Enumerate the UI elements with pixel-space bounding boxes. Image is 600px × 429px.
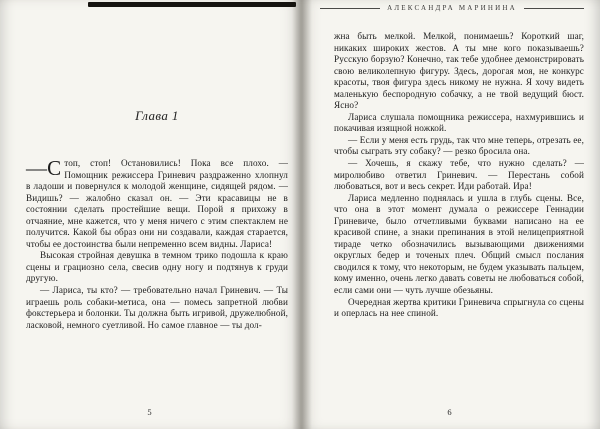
right-page xyxy=(300,0,600,429)
left-page-text xyxy=(26,158,288,331)
paragraph: — Если у меня есть грудь, так что мне теперь, отрезать ее, чтобы сыграть эту собаку? — резко бросила она. xyxy=(334,134,584,157)
paragraph: жна быть мелкой. Мелкой, понимаешь? Короткий шаг, никаких широких жестов. А ты мне кого показываешь? Русскую борзую? Конечно, так тебе удобнее демонстрировать свою великолепную фигуру. Здесь, дорогая моя, не конкурс красоты, твоя фигура здесь никому не нужна. Я хочу видеть маленькую беспородную собачку, а не твой ведущий бюст. Ясно? xyxy=(334,31,584,111)
paragraph: Лариса медленно поднялась и ушла в глубь сцены. Все, что она в этот момент думала о режиссере Геннадии Гриневиче, было отчетливыми буквами написано на ее красивой спине, а знаки препинания в этой нелицеприятной тираде четко обозначились вызывающими движениями округлых бедер и точеных плеч. Общий смысл послания сводился к тому, что некоторым, не будем указывать пальцем, кому именно, очень легко давать советы не любоваться собой, если сами они — чуть лучше обезьяны. xyxy=(334,192,584,296)
paragraph: Высокая стройная девушка в темном трико подошла к краю сцены и грациозно села, свесив одну ногу и подтянув к груди другую. xyxy=(26,250,288,284)
header-rule-left xyxy=(320,8,380,9)
header-rule-right xyxy=(524,8,584,9)
running-header-text: АЛЕКСАНДРА МАРИНИНА xyxy=(387,4,517,12)
running-header xyxy=(320,4,584,12)
drop-cap: —С xyxy=(26,156,62,180)
paragraph: — Лариса, ты кто? — требовательно начал Гриневич. — Ты играешь роль собаки-метиса, она — помесь запретной любви фокстерьера и болонки. Ты должна быть игривой, дружелюбной, ласковой, немного суетливой. Но самое главное — ты дол- xyxy=(26,285,288,330)
paragraph xyxy=(26,158,288,250)
paragraph: Очередная жертва критики Гриневича спрыгнула со сцены и оперлась на нее спиной. xyxy=(334,296,584,319)
chapter-title: Глава 1 xyxy=(135,108,179,123)
page-top-shadow xyxy=(88,2,296,7)
page-number-left: 5 xyxy=(147,407,153,417)
page-number-right: 6 xyxy=(447,407,453,417)
paragraph: — Хочешь, я скажу тебе, что нужно сделать? — миролюбиво ответил Гриневич. — Перестань собой любоваться, вот и весь секрет. Иди работай. Ира! xyxy=(334,158,584,192)
right-page-text xyxy=(334,31,584,320)
paragraph: Лариса слушала помощника режиссера, нахмурившись и покачивая изящной ножкой. xyxy=(334,111,584,134)
paragraph-text: топ, стоп! Остановились! Пока все плохо. — Помощник режиссера Гриневич раздраженно хлопнул в ладоши и повернулся к молодой женщине, сидящей рядом. — Видишь? — жалобно сказал он. — Эти красавицы не в состоянии сделать простейшие вещи. Порой я прихожу в отчаяние, мне кажется, что у меня ничего с этим спектаклем не получится. Какой бы образ они ни создавали, каждая старается, чтобы ее достоинства были непременно всем видны. Лариса! xyxy=(26,158,288,249)
